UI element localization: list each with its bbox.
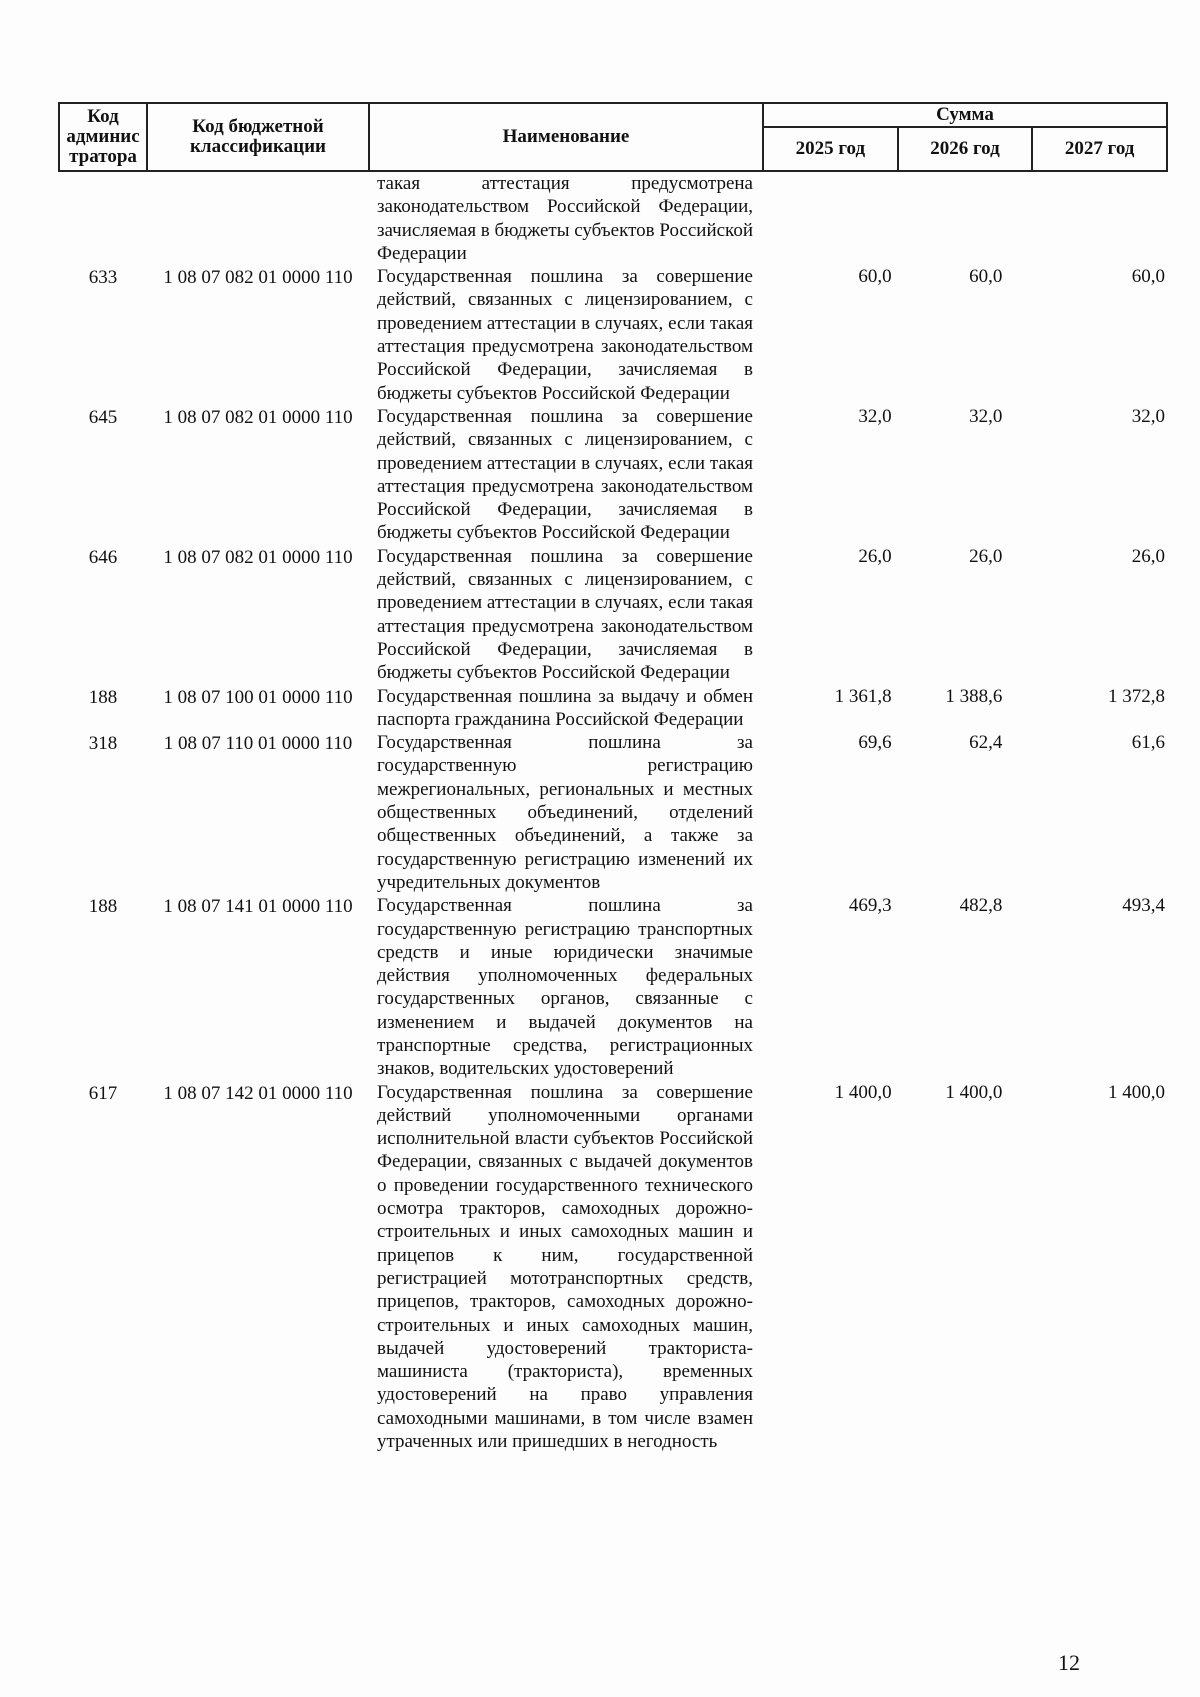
cell-2026: 32,0 [969, 405, 1003, 427]
cell-2027: 60,0 [1131, 266, 1165, 288]
cell-code: 1 08 07 100 01 0000 110 [163, 686, 353, 708]
cell-2027: 1 372,8 [1108, 685, 1165, 707]
cell-admin: 617 [88, 1082, 118, 1104]
cell-name: Государственная пошлина за совершение действий, связанных с лицензированием, с проведением аттестации в случаях, если такая аттестация предусмотрена законодательством Российской Федерации, зачисляемая в бюджеты субъектов Российской Федерации [377, 266, 753, 404]
table-row [59, 731, 1167, 894]
table-row [59, 1081, 1167, 1454]
cell-admin: 188 [88, 896, 118, 918]
cell-admin: 318 [88, 733, 118, 755]
table-body [59, 171, 1167, 1453]
cell-name: такая аттестация предусмотрена законодательством Российской Федерации, зачисляемая в бюджеты субъектов Российской Федерации [377, 173, 753, 264]
cell-name: Государственная пошлина за совершение действий, связанных с лицензированием, с проведением аттестации в случаях, если такая аттестация предусмотрена законодательством Российской Федерации, зачисляемая в бюджеты субъектов Российской Федерации [377, 405, 753, 544]
cell-2026: 60,0 [969, 266, 1003, 288]
cell-admin: 646 [88, 546, 118, 568]
cell-2026: 1 388,6 [945, 685, 1003, 707]
cell-code: 1 08 07 110 01 0000 110 [163, 733, 353, 755]
cell-code: 1 08 07 082 01 0000 110 [163, 406, 353, 428]
table-row [59, 545, 1167, 685]
cell-code: 1 08 07 082 01 0000 110 [163, 546, 353, 568]
cell-2026: 62,4 [969, 732, 1003, 754]
header-sum: Сумма [763, 103, 1167, 127]
cell-code: 1 08 07 142 01 0000 110 [163, 1082, 353, 1104]
cell-code: 1 08 07 082 01 0000 110 [163, 267, 353, 289]
cell-name: Государственная пошлина за совершение действий уполномоченными органами исполнительной власти субъектов Российской Федерации, связанных с выдачей документов о проведении государственного технического осмотра тракторов, самоходных дорожно-строительных и иных самоходных машин и прицепов к ним, государственной регистрацией мототранспортных средств, прицепов, тракторов, самоходных дорожно-строительных и иных самоходных машин, выдачей удостоверений тракториста-машиниста (тракториста), временных удостоверений на право управления самоходными машинами, в том числе взамен утраченных или пришедших в негодность [377, 1081, 753, 1453]
table-row [59, 265, 1167, 405]
cell-code: 1 08 07 141 01 0000 110 [163, 896, 353, 918]
cell-2027: 32,0 [1131, 405, 1165, 427]
cell-name: Государственная пошлина за государственную регистрацию транспортных средств и иные юридически значимые действия уполномоченных федеральных государственных органов, связанные с изменением и выдачей документов на транспортные средства, регистрационных знаков, водительских удостоверений [377, 895, 753, 1080]
header-budget-code-line-2: классификации [189, 136, 326, 157]
header-year-2025: 2025 год [763, 127, 898, 171]
table-row [59, 685, 1167, 732]
cell-2026 [898, 171, 1033, 265]
table-row [59, 894, 1167, 1080]
cell-2027: 26,0 [1131, 545, 1165, 567]
table-row [59, 405, 1167, 545]
cell-2026: 1 400,0 [945, 1081, 1003, 1103]
header-name: Наименование [369, 103, 763, 171]
header-admin-code-line-2: админис [66, 126, 140, 147]
header-year-2026: 2026 год [898, 127, 1033, 171]
header-admin-code-line-1: Код [87, 106, 119, 127]
table-header [59, 103, 1167, 171]
cell-admin [59, 171, 147, 265]
cell-code [147, 171, 369, 265]
cell-name: Государственная пошлина за совершение действий, связанных с лицензированием, с проведением аттестации в случаях, если такая аттестация предусмотрена законодательством Российской Федерации, зачисляемая в бюджеты субъектов Российской Федерации [377, 545, 753, 684]
cell-2027 [1032, 171, 1167, 265]
cell-2025: 32,0 [858, 405, 892, 427]
cell-name: Государственная пошлина за выдачу и обмен паспорта гражданина Российской Федерации [377, 685, 753, 730]
header-year-2027: 2027 год [1032, 127, 1167, 171]
cell-2025: 469,3 [848, 895, 892, 917]
header-budget-code-line-1: Код бюджетной [192, 116, 324, 137]
table-row-continuation [59, 171, 1167, 265]
cell-2025: 60,0 [858, 266, 892, 288]
header-budget-code [147, 103, 369, 171]
cell-admin: 188 [88, 686, 118, 708]
cell-2025: 1 400,0 [834, 1081, 892, 1103]
cell-2025 [763, 171, 898, 265]
page-number: 12 [1058, 1650, 1080, 1675]
cell-2027: 1 400,0 [1108, 1081, 1165, 1103]
cell-name: Государственная пошлина за государственную регистрацию межрегиональных, региональных и местных общественных объединений, отделений общественных объединений, а также за государственную регистрацию изменений их учредительных документов [377, 732, 753, 893]
cell-admin: 633 [88, 267, 118, 289]
cell-2027: 61,6 [1131, 732, 1165, 754]
cell-2025: 69,6 [858, 732, 892, 754]
budget-revenue-table [58, 102, 1168, 1453]
cell-2025: 1 361,8 [834, 685, 892, 707]
cell-2027: 493,4 [1122, 895, 1165, 917]
cell-2026: 482,8 [959, 895, 1003, 917]
cell-2026: 26,0 [969, 545, 1003, 567]
cell-admin: 645 [88, 406, 118, 428]
header-admin-code-line-3: тратора [69, 146, 137, 167]
cell-2025: 26,0 [858, 545, 892, 567]
header-admin-code [59, 103, 147, 171]
